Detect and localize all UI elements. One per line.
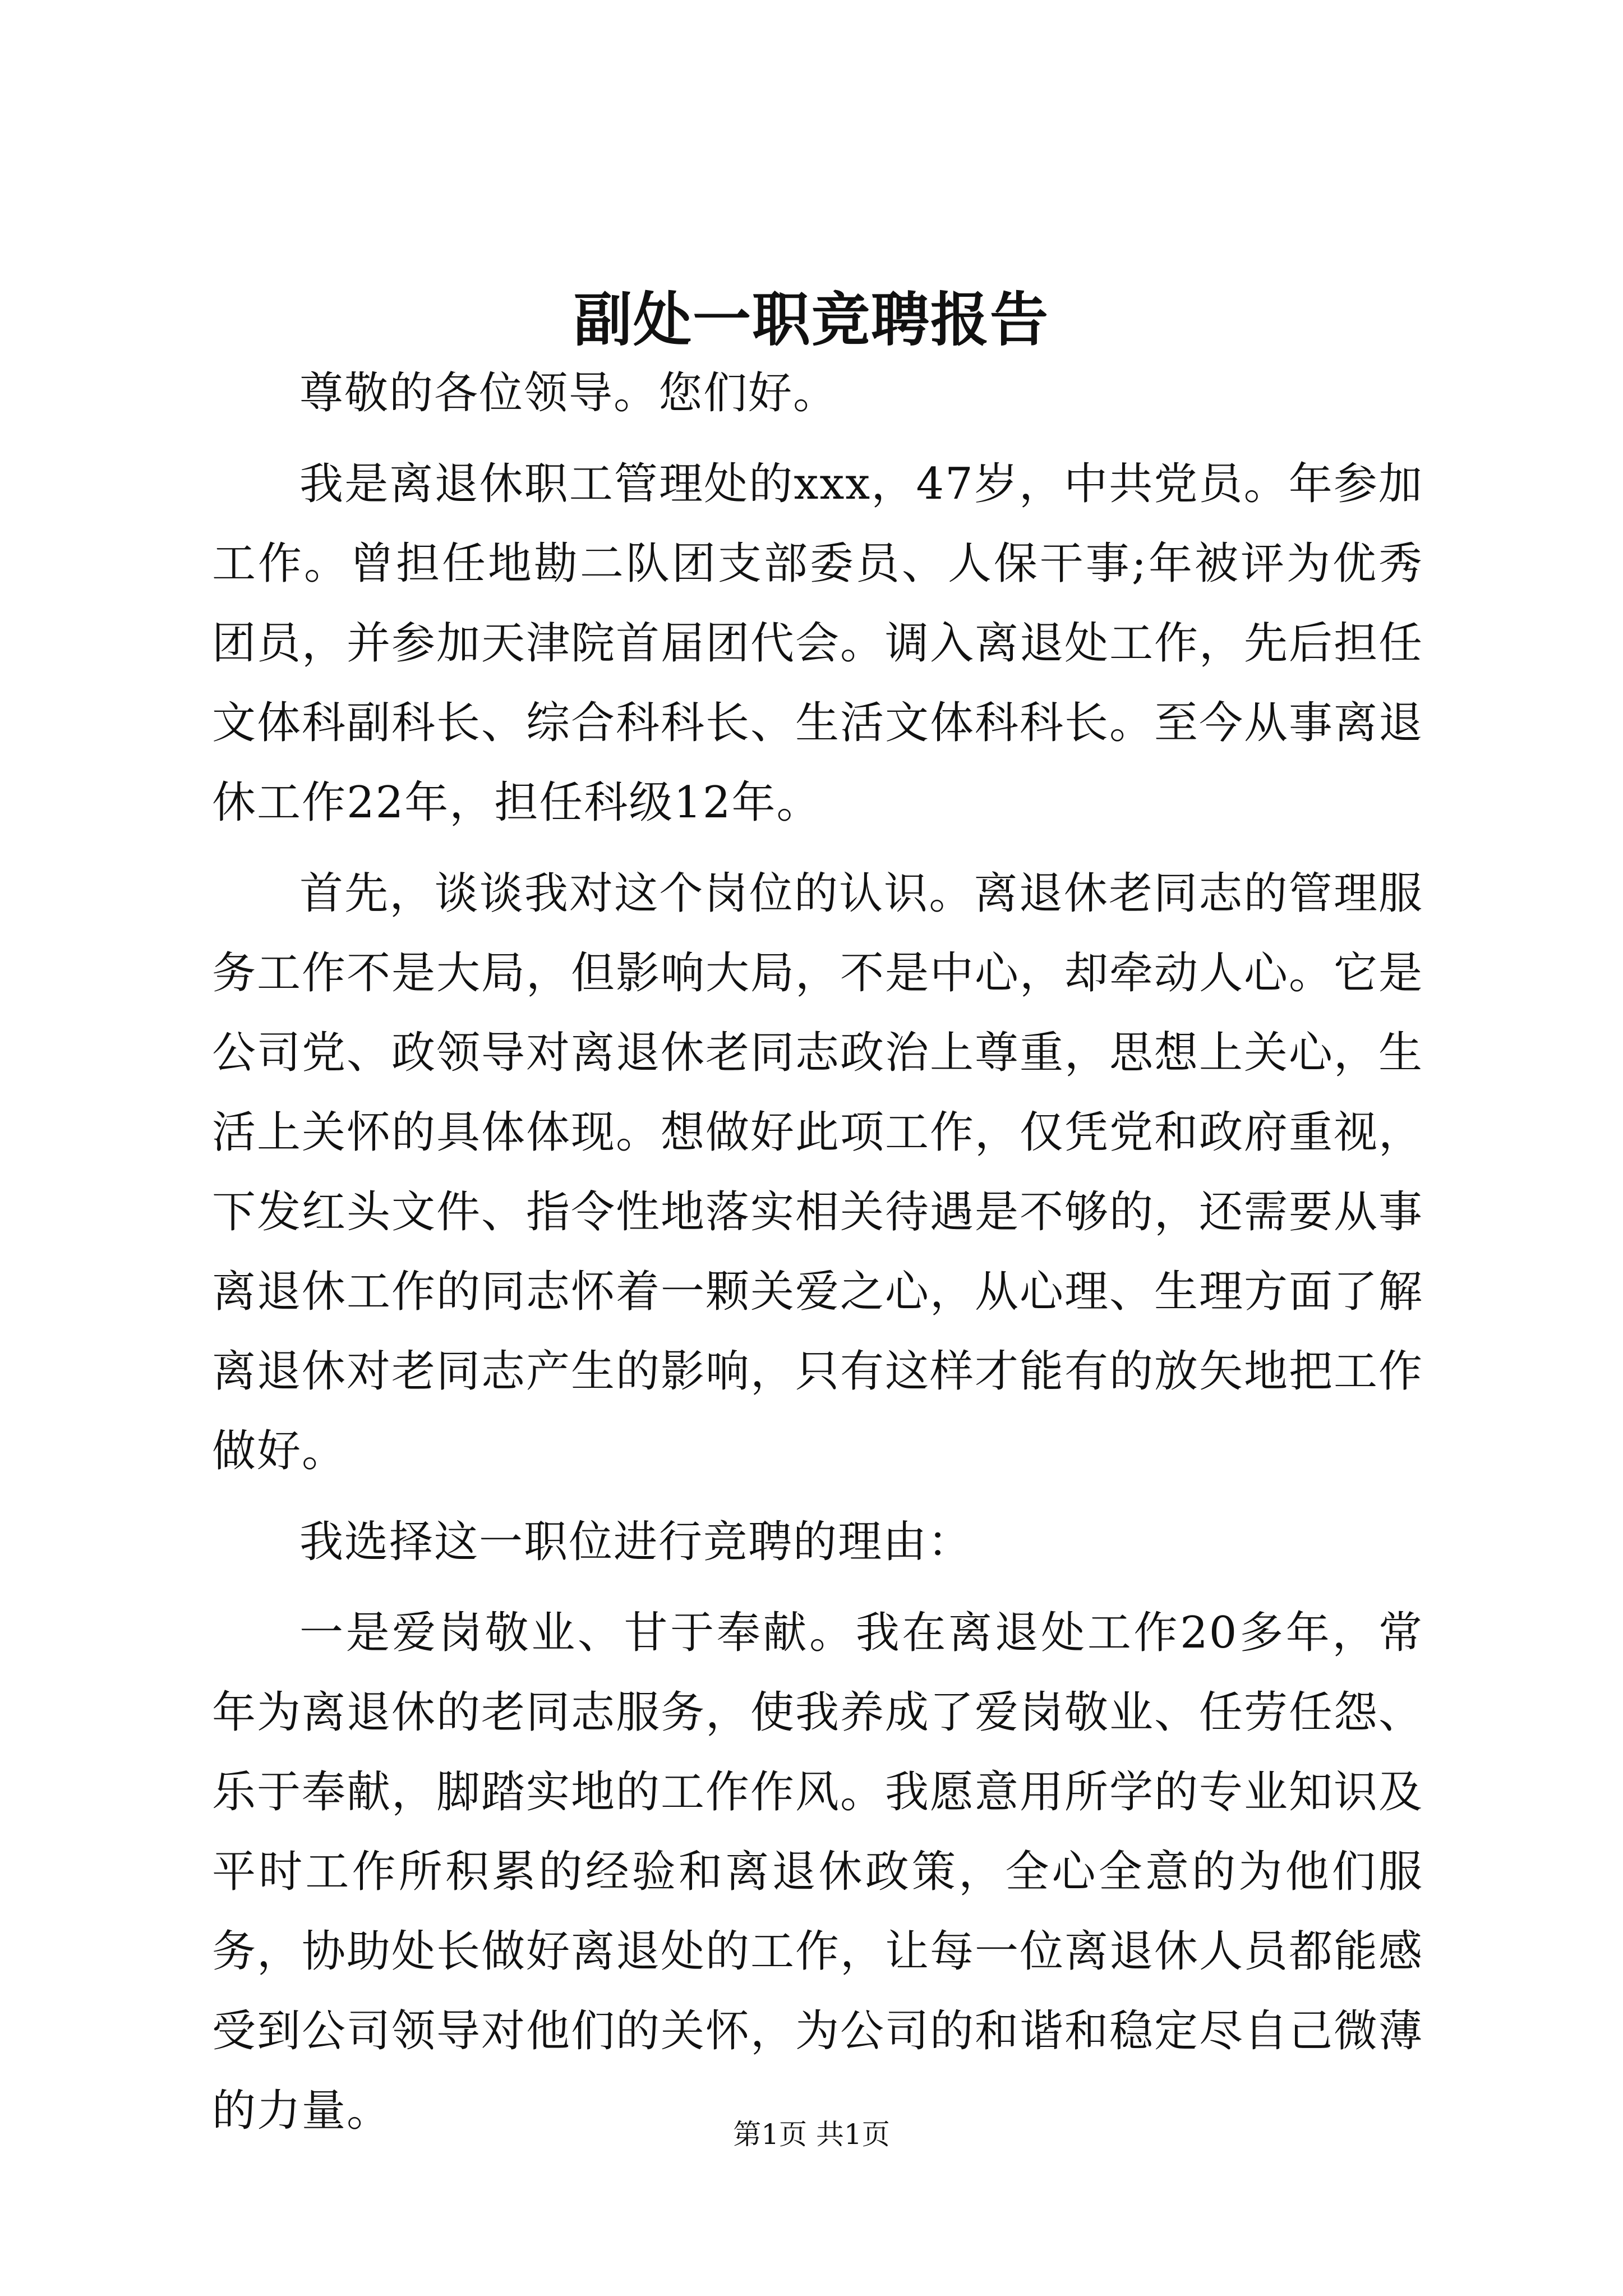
page-number-footer: 第1页 共1页	[733, 2118, 890, 2151]
paragraph-reasons-heading: 我选择这一职位进行竞聘的理由：	[299, 1517, 973, 1567]
document-body	[212, 353, 1423, 2151]
paragraph-reason-one: 一是爱岗敬业、甘于奉献。我在离退处工作20多年，常年为离退休的老同志服务，使我养成了爱岗敬业、任劳任怨、乐于奉献，脚踏实地的工作作风。我愿意用所学的专业知识及平时工作所积累的经验和离退休政策，全心全意的为他们服务，协助处长做好离退处的工作，让每一位离退休人员都能感受到公司领导对他们的关怀，为公司的和谐和稳定尽自己微薄的力量。	[212, 1608, 1424, 2136]
paragraph-self-introduction: 我是离退休职工管理处的xxx，47岁，中共党员。年参加工作。曾担任地勘二队团支部委员、人保干事;年被评为优秀团员，并参加天津院首届团代会。调入离退处工作，先后担任文体科副科长、综合科科长、生活文体科科长。至今从事离退休工作22年，担任科级12年。	[212, 459, 1424, 828]
paragraph-position-understanding: 首先，谈谈我对这个岗位的认识。离退休老同志的管理服务工作不是大局，但影响大局，不是中心，却牵动人心。它是公司党、政领导对离退休老同志政治上尊重，思想上关心，生活上关怀的具体体现。想做好此项工作，仅凭党和政府重视，下发红头文件、指令性地落实相关待遇是不够的，还需要从事离退休工作的同志怀着一颗关爱之心，从心理、生理方面了解离退休对老同志产生的影响，只有这样才能有的放矢地把工作做好。	[212, 868, 1424, 1476]
paragraph-greeting: 尊敬的各位领导。您们好。	[299, 368, 838, 418]
document-title: 副处一职竞聘报告	[573, 285, 1049, 354]
